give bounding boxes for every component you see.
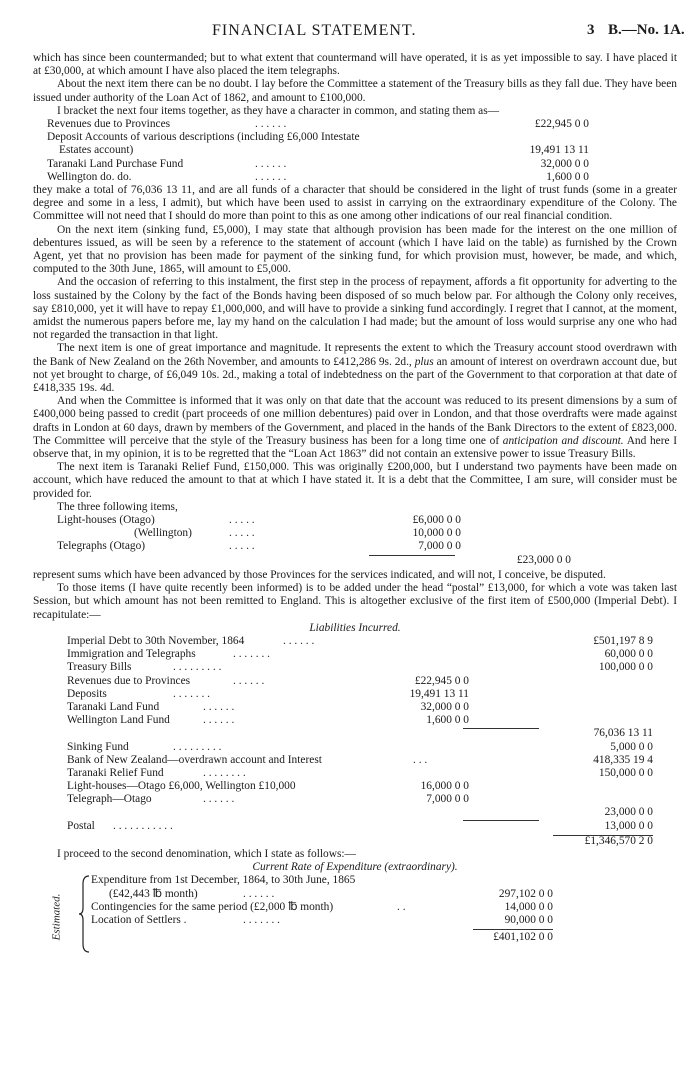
text-run-italic: anticipation and discount. <box>502 434 624 447</box>
item-amount: 10,000 0 0 <box>412 527 461 540</box>
paragraph: On the next item (sinking fund, £5,000), I may state that although provision has been made for the interest on the one million of debentures issued, as will be seen by a reference to the statement of account (which I have laid on the table) as furnished by the Crown Agent, yet that no provision has been made for payment of the sinking fund, for which provision must, however, be made, and which, computed to the 30th June, 1865, will amount to £5,000. <box>33 223 677 276</box>
table-row <box>33 874 677 887</box>
outer-amount: 100,000 0 0 <box>598 661 653 674</box>
paragraph: I proceed to the second denomination, which I state as follows:— <box>57 848 356 861</box>
liabilities-table <box>33 635 677 848</box>
table-row <box>33 675 677 688</box>
row-label: Revenues due to Provinces <box>67 674 191 687</box>
table-row <box>33 727 677 740</box>
item-label: Wellington do. do. <box>47 170 132 183</box>
table-row <box>33 754 677 767</box>
outer-amount: 76,036 13 11 <box>593 727 653 740</box>
row-label: Contingencies for the same period (£2,000 ℔ month) <box>91 900 334 913</box>
list-item <box>33 158 677 171</box>
list-item <box>33 131 677 144</box>
outer-amount: 23,000 0 0 <box>604 806 653 819</box>
text-run: And here I observe that, in my opinion, it is to be regretted that the “Loan Act 1863” did not contain an extensive power to issue Treasury Bills. <box>33 434 678 461</box>
list-item <box>33 540 677 553</box>
item-label: (Wellington) <box>134 527 192 540</box>
row-label: Treasury Bills <box>67 661 132 674</box>
item-amount: 19,491 13 11 <box>529 144 589 157</box>
row-amount: 14,000 0 0 <box>504 900 553 913</box>
row-amount: 297,102 0 0 <box>498 887 553 900</box>
paragraph <box>33 342 677 395</box>
text-run: an amount of interest on overdrawn account due, but not yet brought to charge, of £6,049 10s. 2d., making a total of indebtedness on the part of the Government to that corporation at that date of £418,335 19s. 4d. <box>33 355 677 394</box>
table-row <box>33 688 677 701</box>
item-label: Taranaki Land Purchase Fund <box>47 157 184 170</box>
leader-dots: . . . . . . . <box>173 687 211 700</box>
paragraph: they make a total of 76,036 13 11, and are all funds of a character that should be considered in the light of trust funds (some in a greater degree and some in a less, I admit), but which have been used to assist in carrying on the extraordinary expenditure of the Colony. The Committee will not need that I should do more than point to this as one among other indications of our real financial condition. <box>33 183 677 223</box>
row-label: Telegraph—Otago <box>67 793 152 806</box>
outer-amount: 5,000 0 0 <box>610 740 653 753</box>
item-label: Deposit Accounts of various descriptions (including £6,000 Intestate <box>47 131 360 144</box>
table-row <box>33 888 677 901</box>
inner-amount: 1,600 0 0 <box>426 714 469 727</box>
outer-amount: 60,000 0 0 <box>604 648 653 661</box>
total-amount: £23,000 0 0 <box>516 553 571 566</box>
row-label: Expenditure from 1st December, 1864, to 30th June, 1865 <box>91 874 356 887</box>
item-label: Revenues due to Provinces <box>47 118 171 131</box>
total-row <box>33 931 677 944</box>
total-row <box>33 554 677 567</box>
leader-dots: . . . . . . . <box>233 648 271 661</box>
page-number: 3 <box>587 22 595 38</box>
row-amount: 90,000 0 0 <box>504 914 553 927</box>
leader-dots: . . . . . . <box>243 887 275 900</box>
row-label: Taranaki Relief Fund <box>67 766 164 779</box>
row-label: Bank of New Zealand—overdrawn account and Interest <box>67 753 322 766</box>
item-amount: £22,945 0 0 <box>534 118 589 131</box>
row-label: Deposits <box>67 687 107 700</box>
leader-dots: . . . . . . . . . . . <box>113 819 173 832</box>
paragraph: About the next item there can be no doubt. I lay before the Committee a statement of the Treasury bills as they fall due. They have been issued under authority of the Loan Act of 1862, and amount to £100,000. <box>33 78 677 104</box>
paragraph: represent sums which have been advanced by those Provinces for the services indicated, and will not, I conceive, be disputed. <box>33 569 606 582</box>
table-row <box>33 648 677 661</box>
leader-dots: . . . . . . <box>255 157 287 170</box>
item-label: Light-houses (Otago) <box>57 514 155 527</box>
table-row <box>33 741 677 754</box>
table-row <box>33 635 677 648</box>
paragraph <box>33 395 677 461</box>
table-row <box>33 901 677 914</box>
list-item <box>33 118 677 131</box>
row-label: Immigration and Telegraphs <box>67 648 196 661</box>
section-heading: Current Rate of Expenditure (extraordinary). <box>252 861 458 874</box>
bracket-items-table <box>33 118 677 184</box>
row-label: Wellington Land Fund <box>67 714 170 727</box>
leader-dots: . . . . . <box>229 514 255 527</box>
paragraph: I bracket the next four items together, as they have a character in common, and stating them as— <box>57 104 500 117</box>
item-amount: 1,600 0 0 <box>546 170 589 183</box>
table-row <box>33 780 677 793</box>
outer-amount: 150,000 0 0 <box>598 766 653 779</box>
row-label: Taranaki Land Fund <box>67 700 160 713</box>
table-row <box>33 661 677 674</box>
document-reference: B.—No. 1A. <box>608 22 685 38</box>
table-row <box>33 701 677 714</box>
leader-dots: . . . <box>413 753 428 766</box>
table-row <box>33 914 677 927</box>
total-amount: £1,346,570 2 0 <box>584 834 653 847</box>
page-header <box>0 22 700 42</box>
inner-amount: 19,491 13 11 <box>409 687 469 700</box>
outer-amount: £501,197 8 9 <box>593 635 653 648</box>
item-label: Estates account) <box>59 144 134 157</box>
table-row <box>33 714 677 727</box>
leader-dots: . . . . . <box>229 540 255 553</box>
list-item <box>33 144 677 157</box>
document-body <box>33 52 677 954</box>
list-item <box>33 514 677 527</box>
table-row <box>33 806 677 819</box>
paragraph: To those items (I have quite recently been informed) is to be added under the head “postal” £13,000, for which a vote was taken last Session, but which amount has not been remitted to England. This is altogether exclusive of the first item of £500,000 (Imperial Debt). I recapitulate:— <box>33 582 677 621</box>
inner-amount: 7,000 0 0 <box>426 793 469 806</box>
row-label: Postal <box>67 819 95 832</box>
leader-dots: . . . . . . . <box>243 914 281 927</box>
leader-dots: . . . . . . . . . <box>173 740 222 753</box>
paragraph: The three following items, <box>57 500 178 513</box>
leader-dots: . . <box>397 900 406 913</box>
row-label: Light-houses—Otago £6,000, Wellington £10,000 <box>67 780 296 793</box>
item-label: Telegraphs (Otago) <box>57 540 146 553</box>
leader-dots: . . . . . . <box>255 170 287 183</box>
outer-amount: 13,000 0 0 <box>604 819 653 832</box>
paragraph: which has since been countermanded; but to what extent that countermand will have operated, it is as yet impossible to say. I have placed it at £30,000, at which amount I have also placed the item telegraphs. <box>33 52 677 78</box>
table-row <box>33 820 677 833</box>
paragraph: And the occasion of referring to this instalment, the first step in the process of repayment, affords a fit opportunity for adverting to the loss sustained by the Colony by the fact of the Bonds having been disposed of so much below par. For although the Colony only receives, say £810,000, yet it will have to repay £1,000,000, and will have to provide a sinking fund accordingly. I regret that I cannot, at the moment, amidst the numerous papers before me, lay my hand on the calculation I had made; but the amount of loss would surprise any one who had not regarded the transaction in that light. <box>33 276 677 342</box>
estimated-label: Estimated. <box>50 894 63 941</box>
page-title: FINANCIAL STATEMENT. <box>212 22 417 39</box>
row-label: Imperial Debt to 30th November, 1864 <box>67 635 245 648</box>
leader-dots: . . . . . . . . <box>203 766 246 779</box>
outer-amount: 418,335 19 4 <box>593 753 653 766</box>
inner-amount: 32,000 0 0 <box>420 700 469 713</box>
row-label: (£42,443 ℔ month) <box>109 887 198 900</box>
table-row <box>33 793 677 806</box>
section-heading: Liabilities Incurred. <box>309 621 401 634</box>
row-label: Sinking Fund <box>67 740 129 753</box>
leader-dots: . . . . . . <box>203 714 235 727</box>
leader-dots: . . . . . . <box>283 635 315 648</box>
item-amount: £6,000 0 0 <box>412 514 461 527</box>
text-run: And when the Committee is informed that it was only on that date that the account was reduced to its present dimensions by a sum of £400,000 being passed to credit (part proceeds of one million debentures) paid over in London, and that those overdrafts were made against drafts in London at 60 days, drawn by members of the Government, and placed in the hands of the Bank Directors to the extent of £823,000. The Committee will perceive that the style of the Treasury business has been for a long time one of <box>33 395 677 447</box>
item-amount: 7,000 0 0 <box>418 540 461 553</box>
leader-dots: . . . . . <box>229 527 255 540</box>
paragraph: The next item is Taranaki Relief Fund, £150,000. This was originally £200,000, but I understand two payments have been made on account, which have reduced the amount to that at which I have stated it. It is a debt that the Committee, I am sure, will consider must be provided for. <box>33 461 677 500</box>
rule-line <box>463 820 539 821</box>
leader-dots: . . . . . . <box>255 118 287 131</box>
list-item <box>33 171 677 184</box>
three-items-table <box>33 514 677 569</box>
inner-amount: 16,000 0 0 <box>420 780 469 793</box>
leader-dots: . . . . . . <box>233 674 265 687</box>
current-expenditure-table <box>33 874 677 954</box>
total-row <box>33 835 677 848</box>
rule-line <box>463 728 539 729</box>
list-item <box>33 527 677 540</box>
leader-dots: . . . . . . . . . <box>173 661 222 674</box>
item-amount: 32,000 0 0 <box>540 157 589 170</box>
leader-dots: . . . . . . <box>203 700 235 713</box>
inner-amount: £22,945 0 0 <box>414 674 469 687</box>
total-amount: £401,102 0 0 <box>493 931 553 944</box>
row-label: Location of Settlers . <box>91 914 187 927</box>
text-run-italic: plus <box>414 355 434 368</box>
text-run: The next item is one of great importance and magnitude. It represents the extent to which the Treasury account stood overdrawn with the Bank of New Zealand on the 26th November, and amounts to £412,286 9s. 2d., <box>33 342 677 368</box>
table-row <box>33 767 677 780</box>
leader-dots: . . . . . . <box>203 793 235 806</box>
